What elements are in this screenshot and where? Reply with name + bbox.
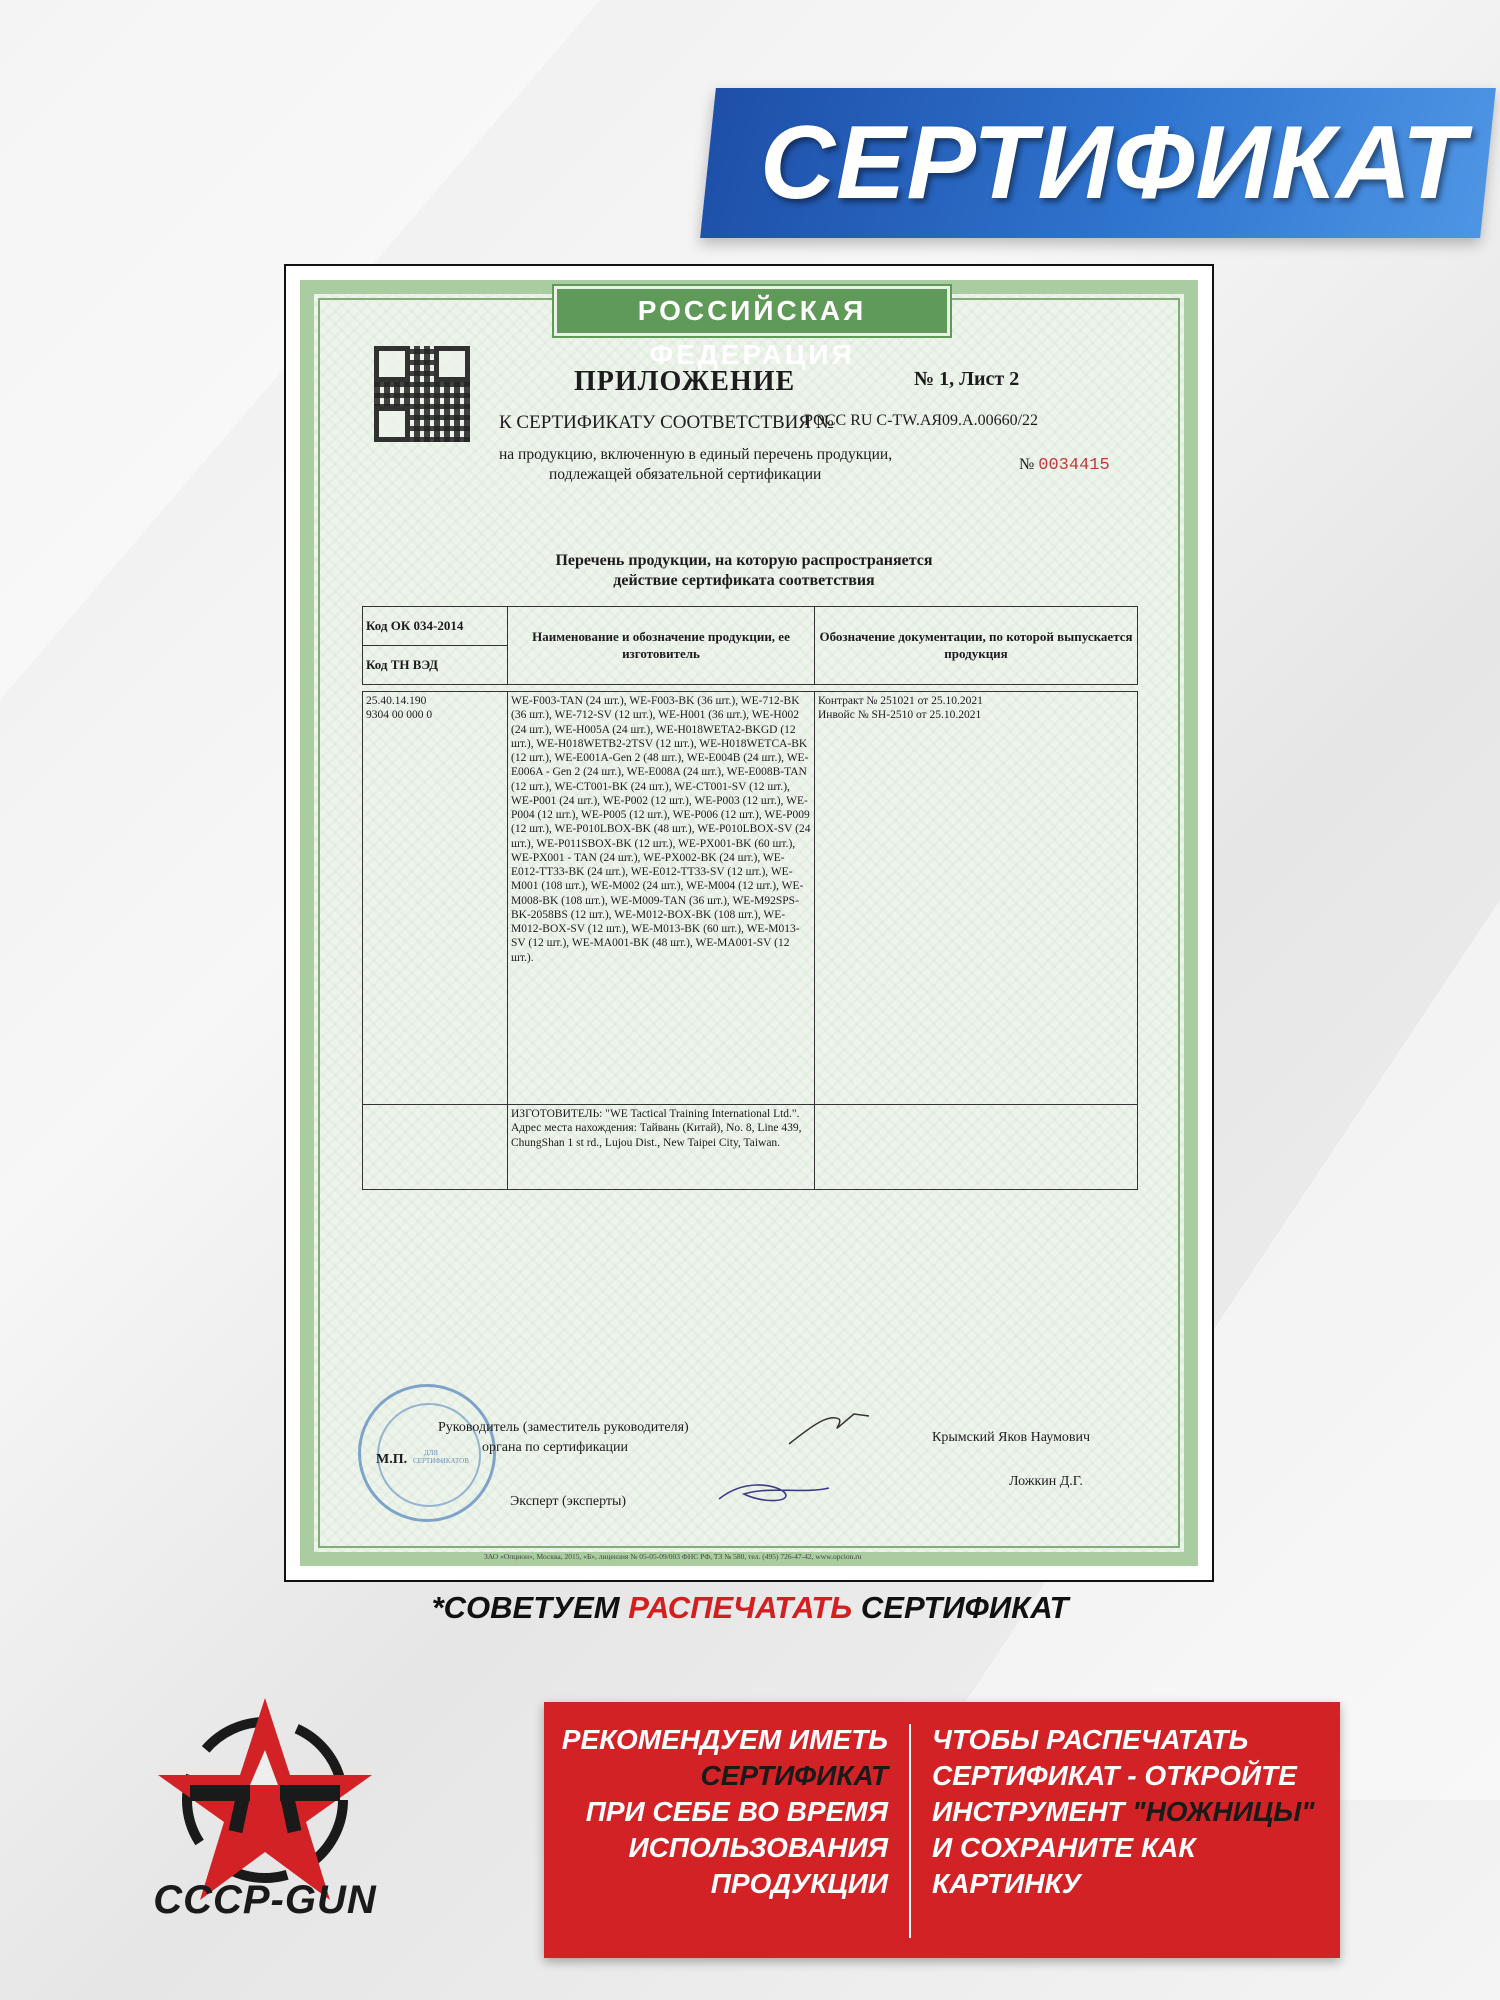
info-right-line: СЕРТИФИКАТ - ОТКРОЙТЕ — [932, 1760, 1297, 1791]
serial-value: 0034415 — [1038, 456, 1110, 475]
info-left-line: ПРИ СЕБЕ ВО ВРЕМЯ — [585, 1796, 888, 1827]
appendix-number: № 1, Лист 2 — [914, 368, 1020, 390]
empty-cell — [363, 1105, 508, 1190]
products-table — [362, 606, 1138, 1190]
info-divider — [909, 1724, 911, 1938]
notice-suffix: СЕРТИФИКАТ — [852, 1590, 1069, 1625]
col1-header-a: Код ОК 034-2014 — [363, 607, 508, 646]
empty-cell — [815, 1105, 1138, 1190]
list-title: действие сертификата соответствия — [613, 572, 875, 589]
code-cell — [363, 692, 508, 1105]
certificate-number: РОСС RU C-TW.АЯ09.А.00660/22 — [804, 412, 1039, 429]
products-cell: WE-F003-TAN (24 шт.), WE-F003-BK (36 шт.), WE-712-BK (36 шт.), WE-712-SV (12 шт.), WE-H001 (36 шт.), WE-H002 (24 шт.), WE-H005A (24 шт.), WE-H018WETA2-BKGD (12 шт.), WE-H018WETB2-2TSV (12 шт.), WE-H018WETCA-BK (12 шт.), WE-E001A-Gen 2 (48 шт.), WE-E004B (24 шт.), WE-E006A - Gen 2 (24 шт.), WE-E008A (24 шт.), WE-E008B-TAN (12 шт.), WE-CT001-BK (24 шт.), WE-CT001-SV (12 шт.), WE-P001 (24 шт.), WE-P002 (12 шт.), WE-P003 (12 шт.), WE-P004 (12 шт.), WE-P005 (12 шт.), WE-P006 (12 шт.), WE-P009 (12 шт.), WE-P010LBOX-BK (48 шт.), WE-P010LBOX-SV (24 шт.), WE-P011SBOX-BK (12 шт.), WE-PX001-BK (60 шт.), WE-PX001 - TAN (24 шт.), WE-PX002-BK (24 шт.), WE-E012-TT33-BK (24 шт.), WE-E012-TT33-SV (12 шт.), WE-M001 (108 шт.), WE-M002 (24 шт.), WE-M004 (12 шт.), WE-M008-BK (108 шт.), WE-M009-TAN (36 шт.), WE-M92SPS-BK-2058BS (12 шт.), WE-M012-BOX-BK (108 шт.), WE-M012-BOX-SV (12 шт.), WE-M013-BK (60 шт.), WE-M013-SV (12 шт.), WE-MA001-BK (48 шт.), WE-MA001-SV (12 шт.). — [508, 692, 815, 1105]
head-signature — [784, 1404, 874, 1454]
print-notice — [0, 1590, 1500, 1626]
info-right-highlight: "НОЖНИЦЫ" — [1132, 1796, 1315, 1827]
country-header: РОССИЙСКАЯ ФЕДЕРАЦИЯ — [554, 286, 950, 336]
code-ok: 25.40.14.190 — [366, 695, 427, 707]
stamp-text: ДЛЯ СЕРТИФИКАТОВ — [413, 1449, 469, 1465]
print-footer: ЗАО «Опцион», Москва, 2015, «Б», лицензия № 05-05-09/003 ФНС РФ, ТЗ № 580, тел. (495) 726-47-42, www.opcion.ru — [484, 1552, 862, 1561]
manufacturer-cell — [508, 1105, 815, 1190]
info-right-text: ИНСТРУМЕНТ — [932, 1796, 1133, 1827]
expert-signature — [714, 1464, 834, 1514]
info-right-line: ЧТОБЫ РАСПЕЧАТАТЬ — [932, 1724, 1249, 1755]
manufacturer: ИЗГОТОВИТЕЛЬ: "WE Tactical Training International Ltd.". — [511, 1108, 800, 1120]
head-name: Крымский Яков Наумович — [932, 1430, 1091, 1445]
col2-header: Наименование и обозначение продукции, ее изготовитель — [508, 607, 815, 685]
info-left-line: СЕРТИФИКАТ — [700, 1760, 888, 1791]
info-left-column — [544, 1722, 888, 1902]
serial-number — [1019, 456, 1110, 475]
notice-highlight: РАСПЕЧАТАТЬ — [628, 1590, 853, 1625]
head-label: Руководитель (заместитель руководителя) — [438, 1420, 689, 1435]
list-title: Перечень продукции, на которую распространяется — [555, 552, 933, 569]
appendix-title: ПРИЛОЖЕНИЕ — [574, 366, 796, 397]
notice-prefix: *СОВЕТУЕМ — [431, 1590, 629, 1625]
info-left-line: РЕКОМЕНДУЕМ ИМЕТЬ — [561, 1724, 888, 1755]
expert-label: Эксперт (эксперты) — [510, 1494, 627, 1509]
products-note: подлежащей обязательной сертификации — [549, 466, 822, 483]
to-certificate-label: К СЕРТИФИКАТУ СООТВЕТСТВИЯ № — [499, 412, 834, 433]
page-title: СЕРТИФИКАТ — [760, 105, 1467, 221]
logo-text: CCCP-GUN — [153, 1878, 377, 1922]
address: Адрес места нахождения: Тайвань (Китай), No. 8, Line 439, ChungShan 1 st rd., Lujou Dist., New Taipei City, Taiwan. — [511, 1122, 802, 1149]
expert-name: Ложкин Д.Г. — [1009, 1474, 1083, 1489]
code-tnved: 9304 00 000 0 — [366, 709, 433, 722]
info-right-line — [932, 1794, 1332, 1830]
info-left-line: ПРОДУКЦИИ — [710, 1868, 888, 1899]
certificate-image — [300, 280, 1198, 1566]
invoice-line: Инвойс № SH-2510 от 25.10.2021 — [818, 709, 982, 722]
info-left-line: ИСПОЛЬЗОВАНИЯ — [628, 1832, 888, 1863]
serial-prefix: № — [1019, 456, 1035, 473]
contract-line: Контракт № 251021 от 25.10.2021 — [818, 695, 983, 707]
info-box — [544, 1702, 1340, 1958]
info-right-column — [932, 1722, 1332, 1902]
products-note: на продукцию, включенную в единый перечень продукции, — [499, 446, 893, 463]
info-right-line: КАРТИНКУ — [932, 1868, 1081, 1899]
col1-header-b: Код ТН ВЭД — [363, 646, 508, 685]
info-right-line: И СОХРАНИТЕ КАК — [932, 1832, 1196, 1863]
head-label: органа по сертификации — [482, 1440, 629, 1455]
qr-code-icon — [374, 346, 470, 442]
col3-header: Обозначение документации, по которой выпускается продукция — [815, 607, 1138, 685]
mp-label: М.П. — [376, 1452, 408, 1467]
docs-cell — [815, 692, 1138, 1105]
